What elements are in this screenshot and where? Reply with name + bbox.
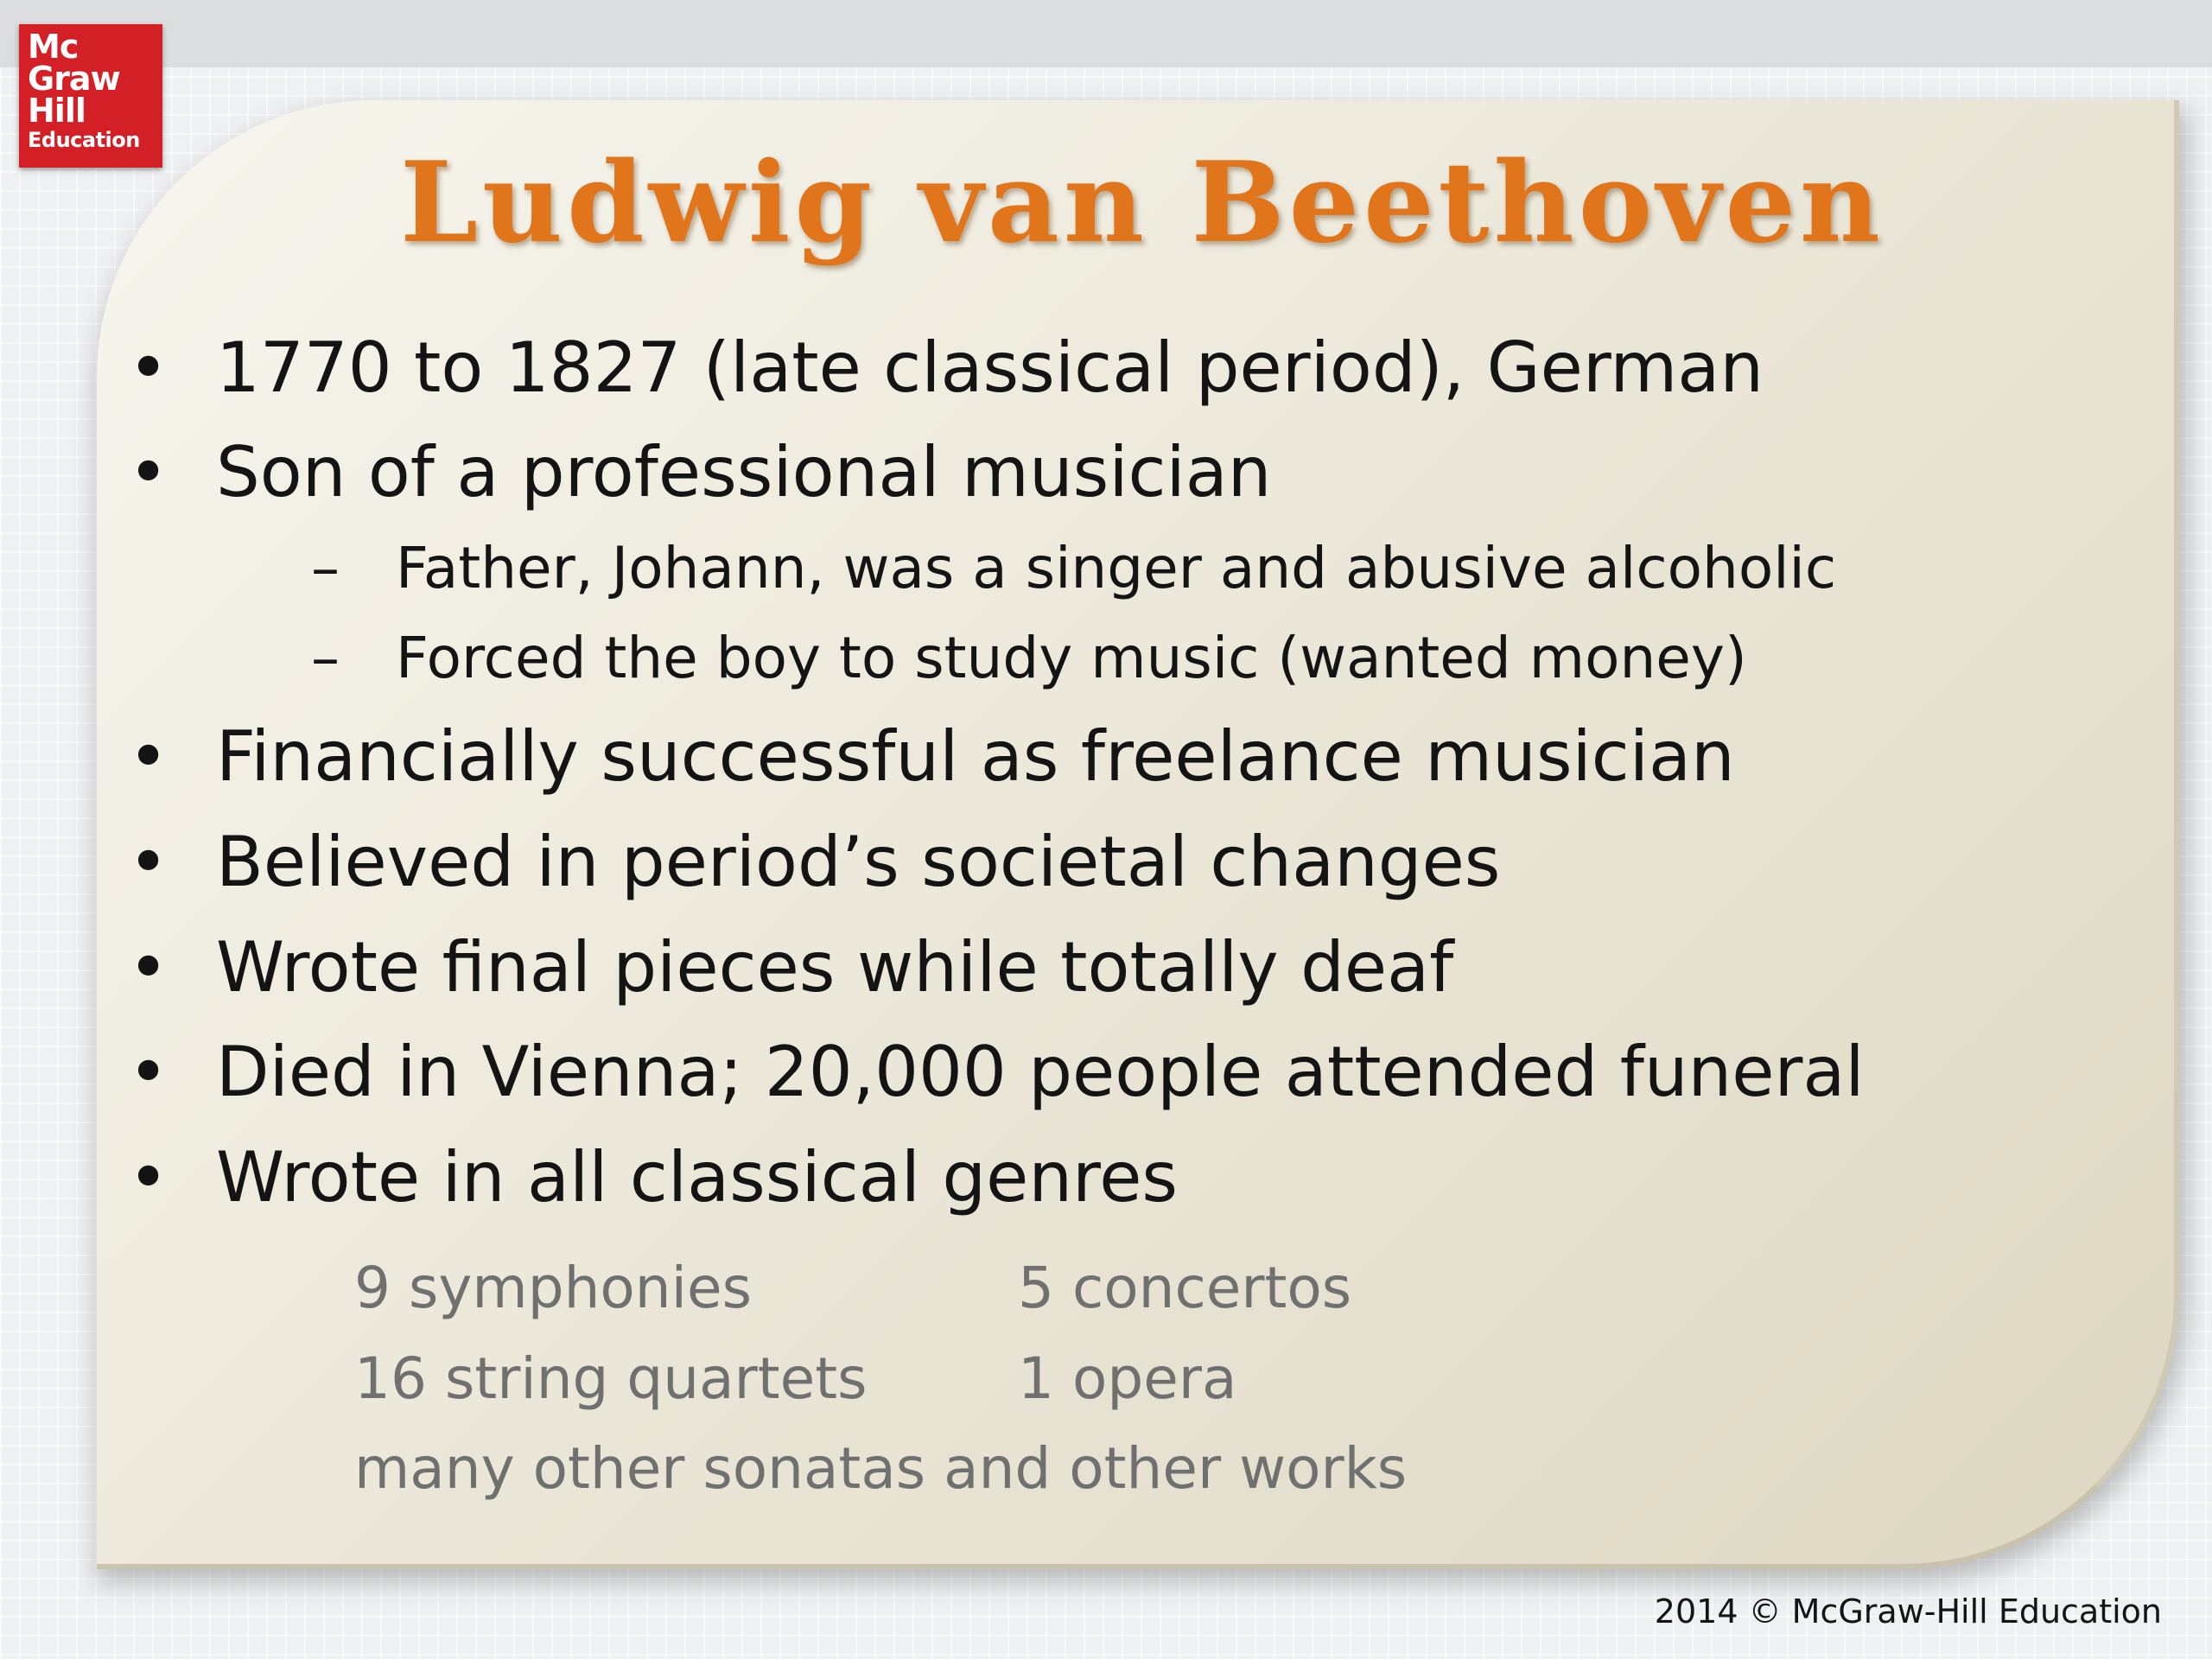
- bullet-marker: •: [128, 327, 169, 408]
- bullet-marker: •: [128, 927, 169, 1007]
- dash-marker: –: [311, 535, 340, 601]
- logo-line-4: Education: [28, 128, 140, 152]
- bullet-financially-successful: Financially successful as freelance musician: [216, 716, 1735, 797]
- works-opera: 1 opera: [1018, 1345, 1237, 1412]
- bullet-marker: •: [128, 716, 169, 797]
- bullet-died-vienna: Died in Vienna; 20,000 people attended funeral: [216, 1032, 1865, 1112]
- bullet-marker: •: [128, 1137, 169, 1217]
- works-other: many other sonatas and other works: [354, 1435, 1408, 1502]
- slide-title: Ludwig van Beethoven: [400, 138, 1885, 268]
- works-concertos: 5 concertos: [1018, 1255, 1352, 1321]
- works-string-quartets: 16 string quartets: [354, 1345, 868, 1412]
- logo-line-3: Hill: [28, 92, 86, 130]
- bullet-marker: •: [128, 822, 169, 902]
- sub-bullet-forced-study: Forced the boy to study music (wanted money): [396, 625, 1747, 691]
- bullet-all-genres: Wrote in all classical genres: [216, 1137, 1179, 1217]
- bullet-son-of-musician: Son of a professional musician: [216, 432, 1272, 512]
- bullet-deaf: Wrote final pieces while totally deaf: [216, 927, 1454, 1007]
- bullet-dates: 1770 to 1827 (late classical period), German: [216, 327, 1764, 408]
- logo-line-1: Mc: [28, 28, 79, 66]
- copyright-footer: 2014 © McGraw-Hill Education: [1654, 1592, 2162, 1630]
- bullet-marker: •: [128, 1032, 169, 1112]
- bullet-marker: •: [128, 432, 169, 512]
- sub-bullet-father: Father, Johann, was a singer and abusive alcoholic: [396, 535, 1837, 601]
- dash-marker: –: [311, 625, 340, 691]
- bullet-societal-changes: Believed in period’s societal changes: [216, 822, 1501, 902]
- works-symphonies: 9 symphonies: [354, 1255, 752, 1321]
- top-band: [0, 0, 2212, 67]
- logo-line-2: Graw: [28, 60, 120, 98]
